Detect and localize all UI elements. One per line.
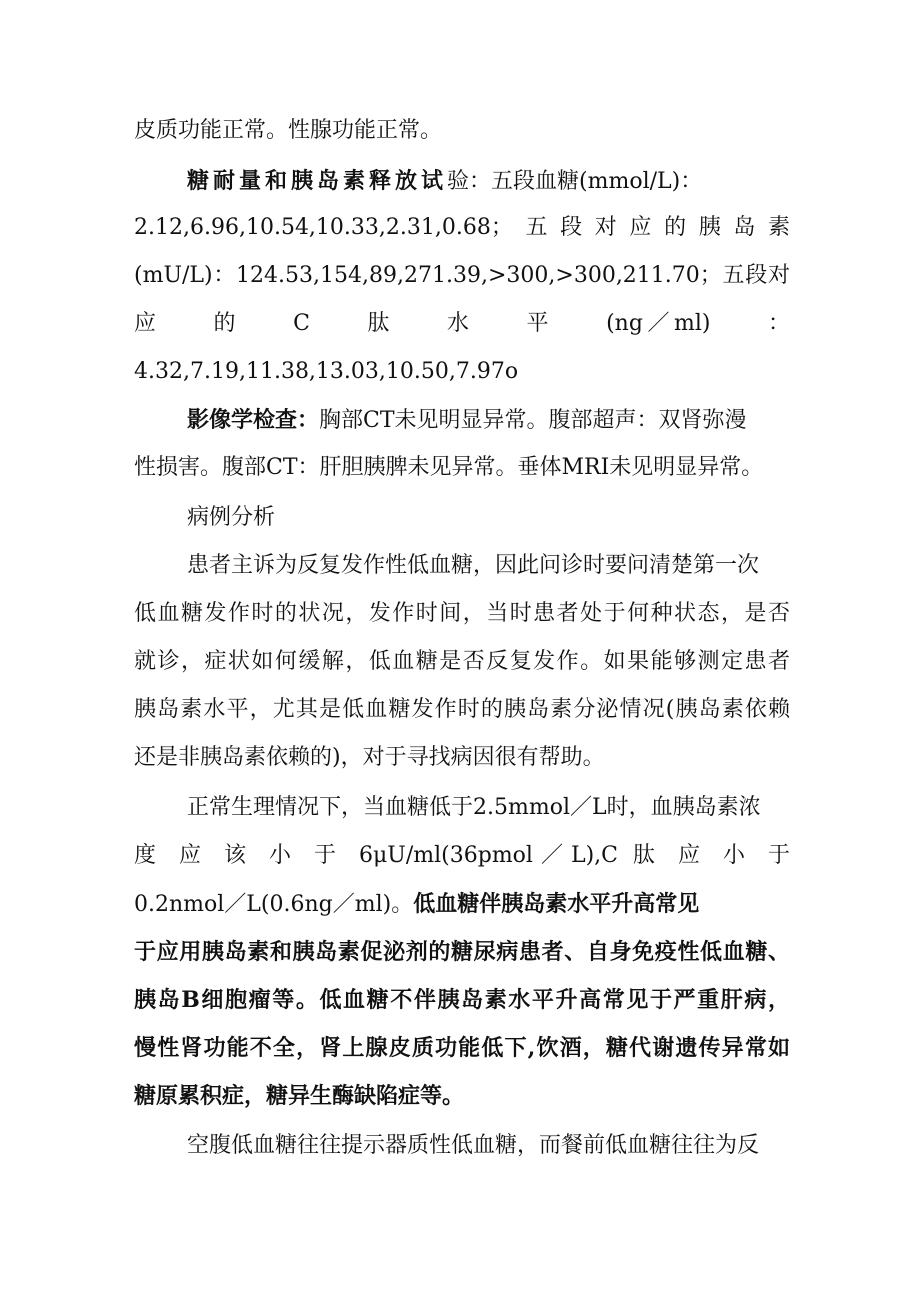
text-line bbox=[134, 889, 790, 919]
text-span: 0.2nmol／L(0.6ng／ml)。 bbox=[134, 892, 414, 917]
text-line: 就诊，症状如何缓解，低血糖是否反复发作。如果能够测定患者 bbox=[134, 649, 790, 674]
bold-text-line: 胰岛B细胞瘤等。低血糖不伴胰岛素水平升高常见于严重肝病， bbox=[134, 987, 790, 1013]
text-line: 皮质功能正常。性腺功能正常。 bbox=[134, 118, 443, 143]
text-line: 正常生理情况下，当血糖低于2.5mmol／L时，血胰岛素浓 bbox=[187, 795, 761, 820]
text-line bbox=[187, 405, 790, 435]
text-span: 验：五段血糖(mmol/L)： bbox=[447, 169, 703, 194]
text-line: 4.32,7.19,11.38,13.03,10.50,7.97o bbox=[134, 359, 519, 384]
section-title: 病例分析 bbox=[187, 505, 276, 530]
bold-text-line: 慢性肾功能不全，肾上腺皮质功能低下,饮酒，糖代谢遗传异常如 bbox=[134, 1035, 790, 1061]
text-line: 低血糖发作时的状况，发作时间，当时患者处于何种状态，是否 bbox=[134, 601, 790, 626]
text-line: 度 应 该 小 于 6μU/ml(36pmol／L),C 肽 应 小 于 bbox=[134, 843, 790, 868]
bold-text-line: 于应用胰岛素和胰岛素促泌剂的糖尿病患者、自身免疫性低血糖、 bbox=[134, 939, 790, 965]
section-heading: 糖耐量和胰岛素释放试 bbox=[187, 168, 448, 194]
text-line: 空腹低血糖往往提示器质性低血糖，而餐前低血糖往往为反 bbox=[187, 1133, 760, 1158]
text-span: 胸部CT未见明显异常。腹部超声：双肾弥漫 bbox=[319, 408, 747, 433]
text-line: 还是非胰岛素依赖的)，对于寻找病因很有帮助。 bbox=[134, 745, 605, 770]
text-line: 应 的 C 肽 水 平 (ng／ml) ： bbox=[134, 311, 790, 336]
text-line: 2.12,6.96,10.54,10.33,2.31,0.68；五段对应的胰岛素 bbox=[134, 215, 790, 240]
text-line: (mU/L)：124.53,154,89,271.39,>300,>300,211.70；五段对 bbox=[134, 263, 790, 288]
text-line: 胰岛素水平，尤其是低血糖发作时的胰岛素分泌情况(胰岛素依赖 bbox=[134, 697, 790, 722]
text-line: 性损害。腹部CT：肝胆胰脾未见异常。垂体MRI未见明显异常。 bbox=[134, 455, 764, 480]
bold-text-line: 糖原累积症，糖异生酶缺陷症等。 bbox=[134, 1083, 465, 1109]
section-heading: 影像学检查： bbox=[187, 407, 320, 433]
text-line bbox=[187, 166, 790, 196]
bold-text: 低血糖伴胰岛素水平升高常见 bbox=[413, 891, 700, 917]
text-line: 患者主诉为反复发作性低血糖，因此问诊时要问清楚第一次 bbox=[187, 553, 760, 578]
